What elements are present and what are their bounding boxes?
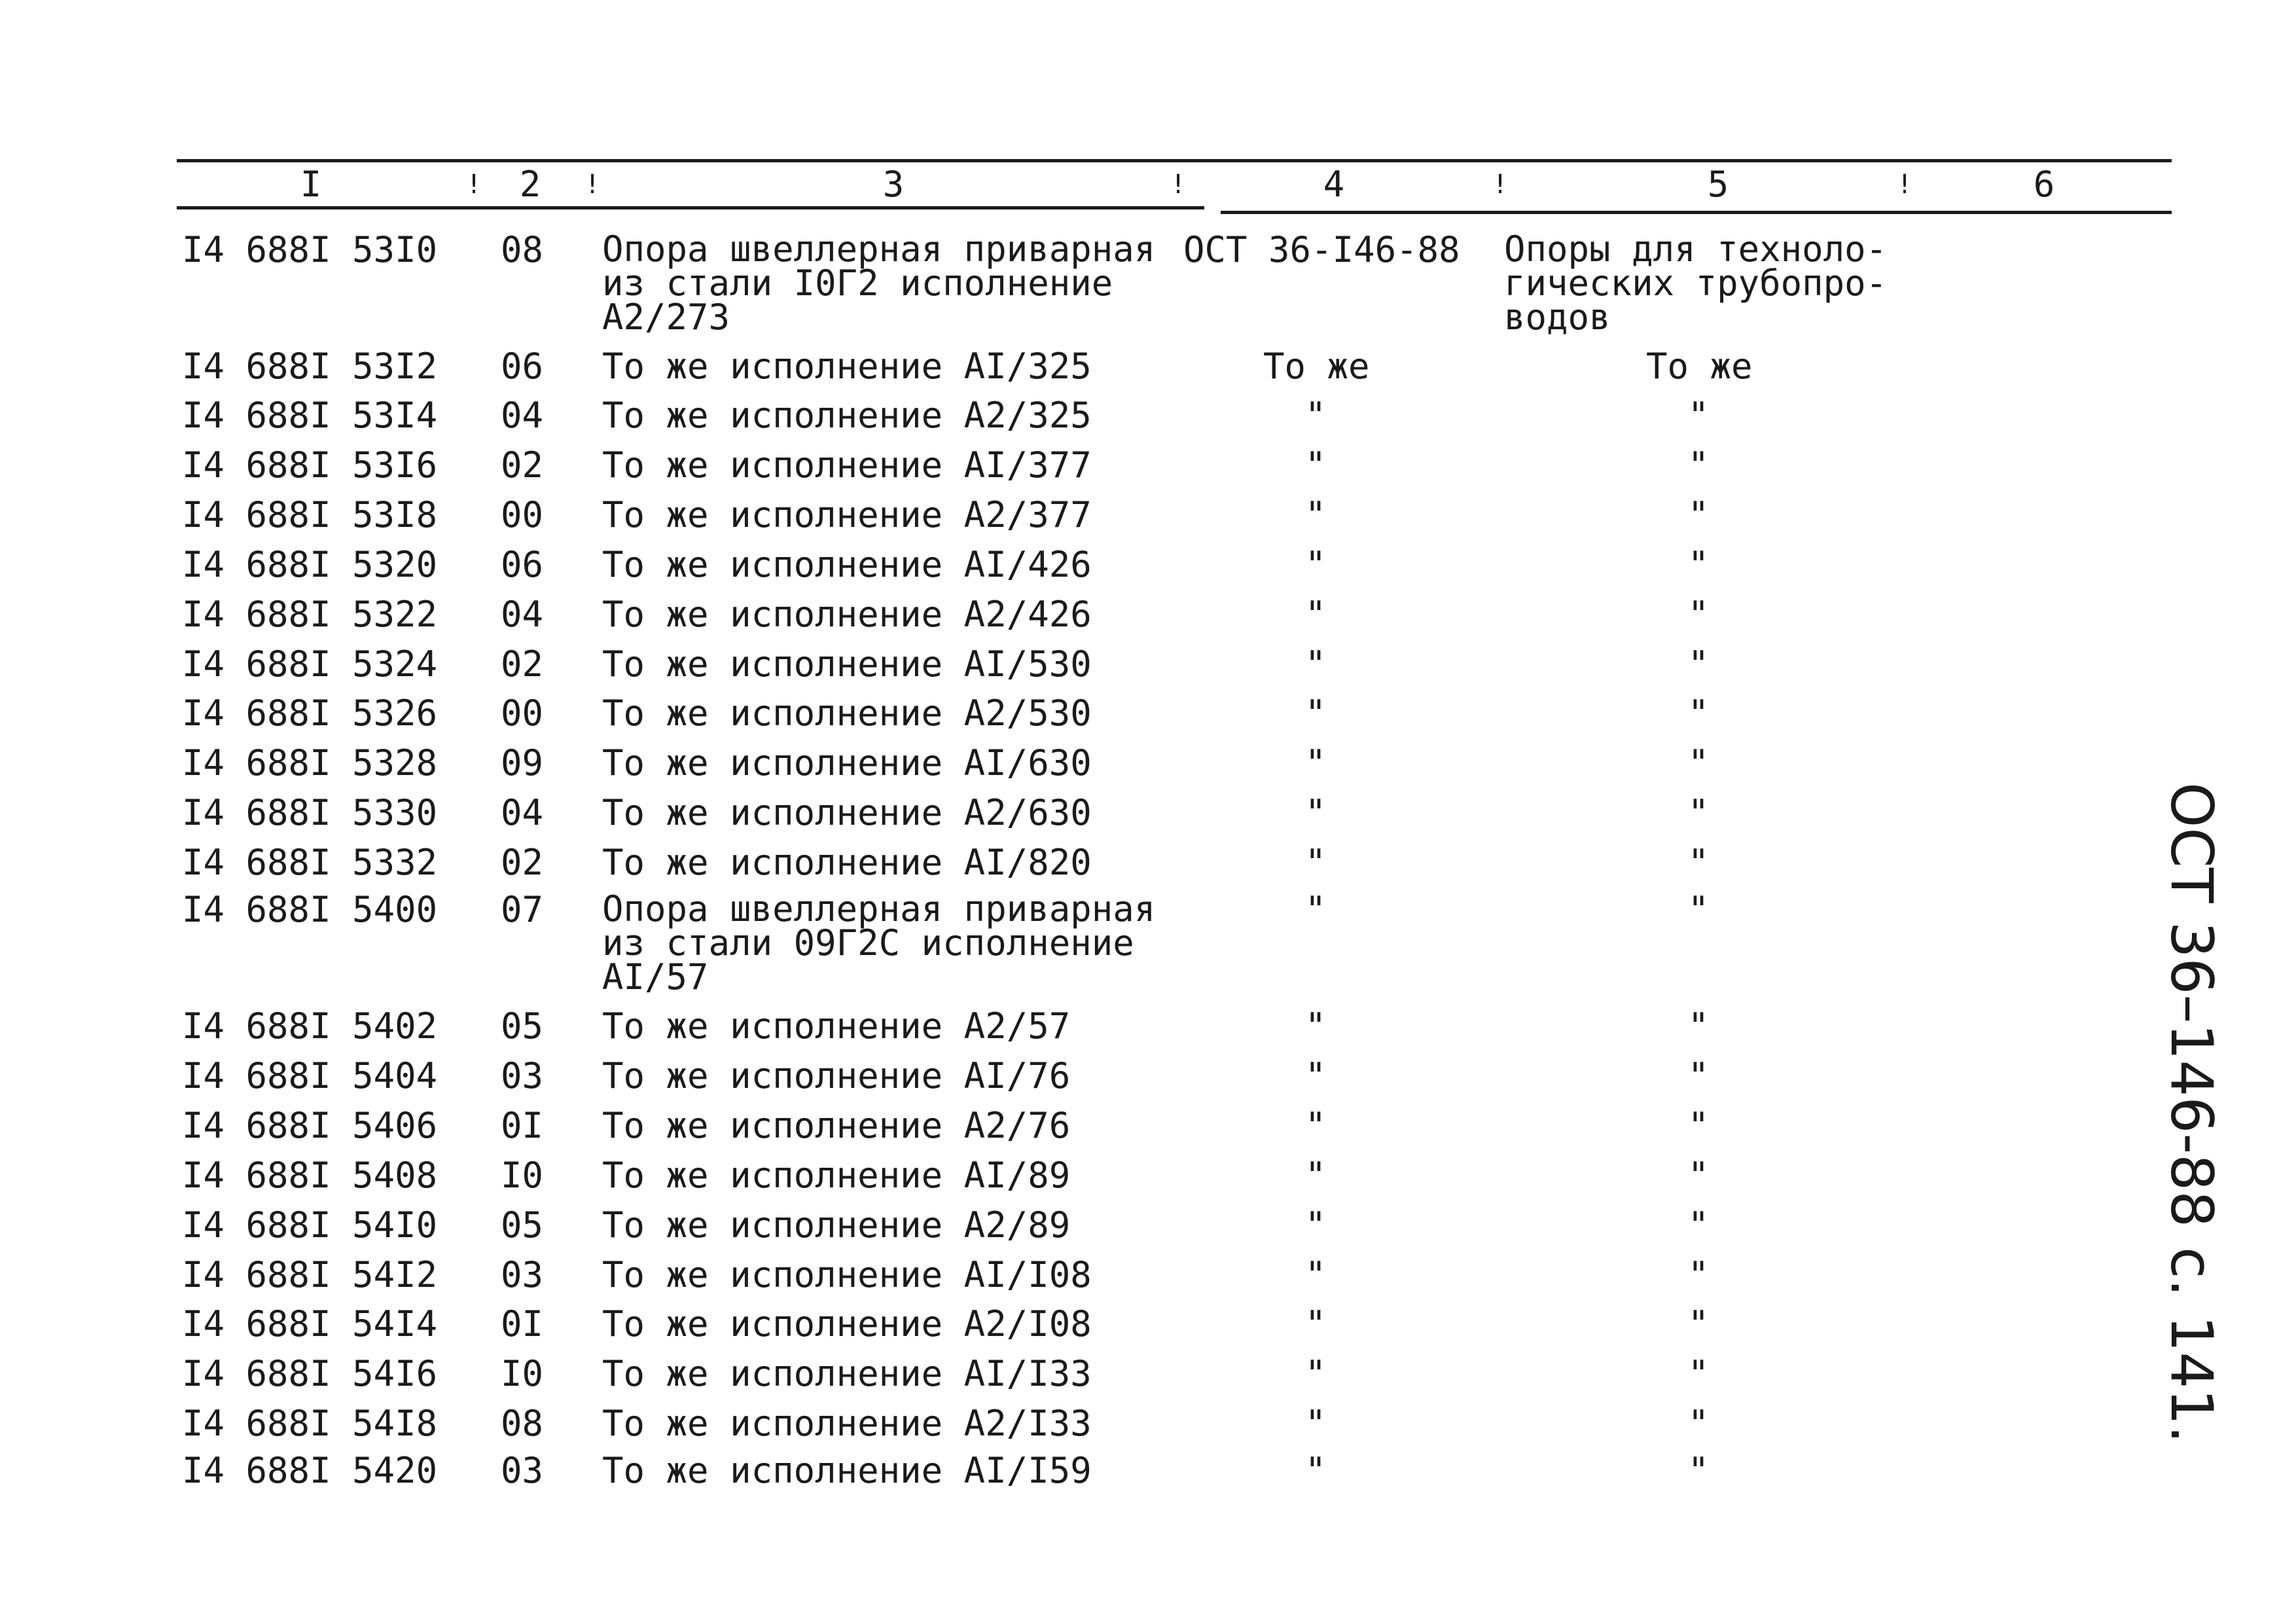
item-description-line: А2/273	[602, 297, 730, 338]
group-name: "	[1687, 693, 1710, 734]
item-description: То же исполнение АI/630	[602, 742, 1092, 784]
group-name: "	[1687, 1055, 1710, 1096]
document-code-note: ОСТ 36–146-88	[2158, 782, 2225, 1228]
item-description: То же исполнение АI/325	[602, 346, 1092, 387]
item-description: То же исполнение А2/89	[602, 1204, 1071, 1246]
standard-ref: "	[1304, 1055, 1327, 1096]
item-code: I4 688I 54I4	[182, 1303, 438, 1344]
item-code: I4 688I 5324	[182, 643, 438, 685]
item-description: То же исполнение АI/530	[602, 643, 1092, 685]
item-code: I4 688I 5420	[182, 1450, 438, 1491]
header-col-1: I	[300, 164, 322, 205]
group-name-line: водов	[1504, 297, 1611, 338]
group-name: "	[1687, 792, 1710, 833]
item-description: То же исполнение А2/76	[602, 1105, 1071, 1146]
check-digits: 03	[501, 1055, 544, 1096]
standard-ref: "	[1304, 1403, 1327, 1444]
check-digits: 00	[501, 693, 544, 734]
check-digits: 0I	[501, 1105, 544, 1146]
item-code: I4 688I 5406	[182, 1105, 438, 1146]
check-digits: 02	[501, 444, 544, 486]
item-code: I4 688I 5322	[182, 594, 438, 635]
group-name	[1504, 228, 1888, 338]
standard-ref: "	[1304, 594, 1327, 635]
group-name: "	[1687, 395, 1710, 436]
item-description: То же исполнение А2/I33	[602, 1403, 1092, 1444]
group-name: "	[1687, 594, 1710, 635]
check-digits: 0I	[501, 1303, 544, 1344]
item-description: То же исполнение АI/426	[602, 544, 1092, 585]
item-description: То же исполнение АI/76	[602, 1055, 1071, 1096]
group-name: "	[1687, 494, 1710, 535]
group-name: "	[1687, 1403, 1710, 1444]
item-code: I4 688I 54I0	[182, 1204, 438, 1246]
standard-ref: "	[1304, 742, 1327, 784]
item-code: I4 688I 53I6	[182, 444, 438, 486]
item-code: I4 688I 5320	[182, 544, 438, 585]
header-separator: !	[1897, 170, 1913, 200]
standard-ref: "	[1304, 1303, 1327, 1344]
item-description: То же исполнение А2/377	[602, 494, 1092, 535]
item-description-line: из стали I0Г2 исполнение	[602, 262, 1113, 304]
item-description: То же исполнение АI/820	[602, 842, 1092, 883]
standard-ref: "	[1304, 1005, 1327, 1047]
item-code: I4 688I 53I4	[182, 395, 438, 436]
group-name: "	[1687, 842, 1710, 883]
check-digits: I0	[501, 1353, 544, 1394]
standard-ref: ОСТ 36-I46-88	[1183, 229, 1460, 270]
standard-ref: "	[1304, 1105, 1327, 1146]
standard-ref: "	[1304, 792, 1327, 833]
check-digits: 05	[501, 1005, 544, 1047]
item-description-line: из стали 09Г2С исполнение	[602, 922, 1134, 964]
check-digits: 02	[501, 643, 544, 685]
item-code: I4 688I 5402	[182, 1005, 438, 1047]
item-description: То же исполнение АI/377	[602, 444, 1092, 486]
check-digits: 02	[501, 842, 544, 883]
item-code: I4 688I 5404	[182, 1055, 438, 1096]
check-digits: 04	[501, 792, 544, 833]
standard-ref: То же	[1263, 346, 1370, 387]
item-description: То же исполнение А2/57	[602, 1005, 1071, 1047]
group-name: "	[1687, 544, 1710, 585]
standard-ref: "	[1304, 444, 1327, 486]
item-code: I4 688I 53I8	[182, 494, 438, 535]
check-digits: 08	[501, 1403, 544, 1444]
check-digits: 05	[501, 1204, 544, 1246]
group-name: "	[1687, 1303, 1710, 1344]
standard-ref: "	[1304, 842, 1327, 883]
header-col-5: 5	[1707, 164, 1729, 205]
item-description: То же исполнение АI/I08	[602, 1254, 1092, 1295]
standard-ref: "	[1304, 643, 1327, 685]
group-name: "	[1687, 742, 1710, 784]
standard-ref: "	[1304, 693, 1327, 734]
item-description: То же исполнение АI/I59	[602, 1450, 1092, 1491]
group-name-line: гических трубопро-	[1504, 262, 1888, 304]
check-digits: I0	[501, 1155, 544, 1196]
group-name: "	[1687, 1204, 1710, 1246]
item-description: То же исполнение АI/89	[602, 1155, 1071, 1196]
page-number-note: с. 141.	[2158, 1247, 2225, 1444]
check-digits: 00	[501, 494, 544, 535]
standard-ref: "	[1304, 494, 1327, 535]
standard-ref: "	[1304, 1353, 1327, 1394]
item-description: То же исполнение А2/530	[602, 693, 1092, 734]
group-name: "	[1687, 643, 1710, 685]
item-code: I4 688I 5408	[182, 1155, 438, 1196]
item-description: То же исполнение А2/630	[602, 792, 1092, 833]
header-separator: !	[466, 170, 482, 200]
header-separator: !	[584, 170, 601, 200]
item-description: То же исполнение А2/426	[602, 594, 1092, 635]
item-code: I4 688I 54I8	[182, 1403, 438, 1444]
standard-ref: "	[1304, 395, 1327, 436]
standard-ref: "	[1304, 1204, 1327, 1246]
item-description	[602, 228, 1156, 338]
standard-ref: "	[1304, 1155, 1327, 1196]
item-description	[602, 888, 1156, 998]
group-name: "	[1687, 1450, 1710, 1491]
group-name: "	[1687, 1353, 1710, 1394]
item-description: То же исполнение АI/I33	[602, 1353, 1092, 1394]
header-col-6: 6	[2033, 164, 2055, 205]
check-digits: 03	[501, 1450, 544, 1491]
header-col-2: 2	[519, 164, 541, 205]
group-name-line: Опоры для техноло-	[1504, 228, 1888, 270]
group-name: "	[1687, 889, 1710, 930]
group-name: "	[1687, 444, 1710, 486]
item-description: То же исполнение А2/I08	[602, 1303, 1092, 1344]
check-digits: 04	[501, 395, 544, 436]
item-code: I4 688I 5332	[182, 842, 438, 883]
item-code: I4 688I 5326	[182, 693, 438, 734]
item-code: I4 688I 5400	[182, 889, 438, 930]
item-code: I4 688I 54I6	[182, 1353, 438, 1394]
item-code: I4 688I 53I2	[182, 346, 438, 387]
header-col-4: 4	[1323, 164, 1345, 205]
item-code: I4 688I 53I0	[182, 229, 438, 270]
header-bottom-rule-left	[177, 206, 1204, 209]
check-digits: 03	[501, 1254, 544, 1295]
item-code: I4 688I 5330	[182, 792, 438, 833]
group-name: "	[1687, 1155, 1710, 1196]
header-separator: !	[1492, 170, 1509, 200]
header-col-3: 3	[882, 164, 905, 205]
check-digits: 09	[501, 742, 544, 784]
group-name: "	[1687, 1005, 1710, 1047]
item-description-line: Опора швеллерная приварная	[602, 228, 1156, 270]
check-digits: 07	[501, 889, 544, 930]
group-name: "	[1687, 1254, 1710, 1295]
standard-ref: "	[1304, 889, 1327, 930]
group-name: "	[1687, 1105, 1710, 1146]
header-bottom-rule-right	[1221, 211, 2172, 214]
group-name: То же	[1646, 346, 1753, 387]
item-description: То же исполнение А2/325	[602, 395, 1092, 436]
standard-ref: "	[1304, 544, 1327, 585]
header-separator: !	[1170, 170, 1187, 200]
item-description-line: АI/57	[602, 956, 709, 998]
item-description-line: Опора швеллерная приварная	[602, 888, 1156, 929]
check-digits: 06	[501, 544, 544, 585]
check-digits: 08	[501, 229, 544, 270]
check-digits: 04	[501, 594, 544, 635]
check-digits: 06	[501, 346, 544, 387]
item-code: I4 688I 5328	[182, 742, 438, 784]
item-code: I4 688I 54I2	[182, 1254, 438, 1295]
standard-ref: "	[1304, 1254, 1327, 1295]
standard-ref: "	[1304, 1450, 1327, 1491]
